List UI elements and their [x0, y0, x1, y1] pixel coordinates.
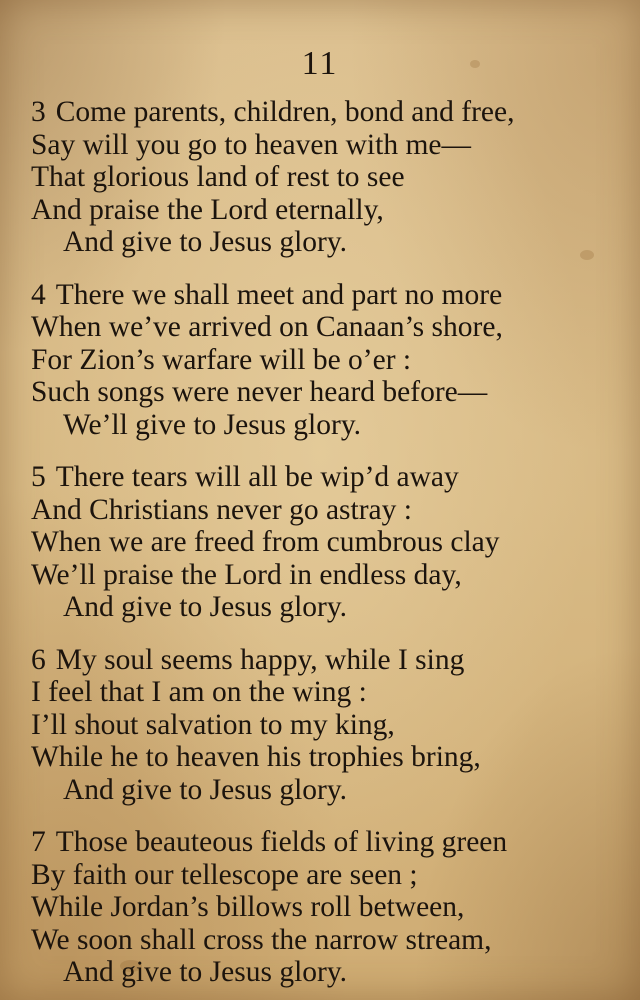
refrain-line: And give to Jesus glory. [63, 591, 348, 623]
verse-line: Say will you go to heaven with me— [31, 128, 471, 161]
verse-number: 6 [31, 643, 46, 676]
verse-line: We soon shall cross the narrow stream, [31, 923, 492, 956]
verse-line [31, 826, 631, 859]
verse-4 [31, 279, 631, 442]
verse-line [31, 644, 631, 677]
verse-line: While Jordan’s billows roll between, [31, 891, 465, 923]
verse-line: Such songs were never heard before— [31, 376, 488, 408]
verse-6 [31, 644, 631, 807]
verse-line: I feel that I am on the wing : [31, 676, 367, 708]
verse-line: While he to heaven his trophies bring, [31, 741, 481, 773]
refrain-line: And give to Jesus glory. [63, 226, 348, 258]
verse-line-text: Come parents, children, bond and free, [55, 96, 515, 128]
verse-line-text: There we shall meet and part no more [55, 278, 503, 311]
verse-line [31, 96, 631, 129]
verse-line-text: My soul seems happy, while I sing [55, 643, 465, 676]
verse-line: For Zion’s warfare will be o’er : [31, 343, 412, 376]
page-number: 11 [301, 45, 339, 82]
hymn-text [31, 96, 631, 1000]
refrain-line: And give to Jesus glory. [63, 773, 348, 806]
verse-line: When we’ve arrived on Canaan’s shore, [31, 311, 503, 343]
verse-line-text: Those beauteous fields of living green [55, 826, 508, 858]
verse-line-text: There tears will all be wip’d away [55, 461, 459, 493]
verse-number: 3 [31, 96, 46, 128]
verse-line: And praise the Lord eternally, [31, 193, 384, 226]
verse-line: We’ll praise the Lord in endless day, [31, 558, 462, 591]
verse-5 [31, 461, 631, 624]
verse-line [31, 461, 631, 494]
verse-line: By faith our tellescope are seen ; [31, 858, 418, 891]
verse-line: That glorious land of rest to see [31, 161, 405, 193]
verse-number: 7 [31, 826, 46, 858]
verse-number: 5 [31, 461, 46, 493]
verse-line: I’ll shout salvation to my king, [31, 708, 395, 741]
refrain-line: We’ll give to Jesus glory. [63, 408, 362, 441]
verse-7 [31, 826, 631, 989]
verse-number: 4 [31, 278, 46, 311]
verse-3 [31, 96, 631, 259]
refrain-line: And give to Jesus glory. [63, 956, 348, 988]
verse-line: When we are freed from cumbrous clay [31, 526, 500, 558]
verse-line [31, 279, 631, 312]
verse-line: And Christians never go astray : [31, 493, 412, 526]
